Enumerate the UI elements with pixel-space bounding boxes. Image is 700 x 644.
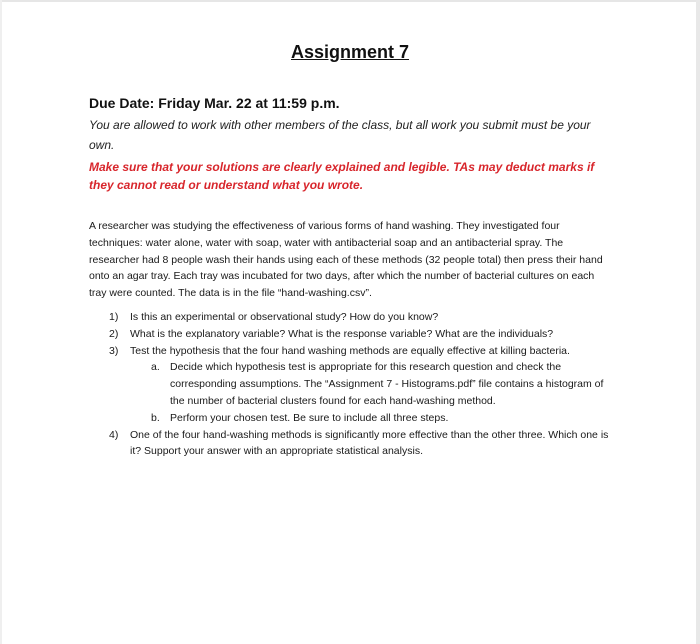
right-border bbox=[696, 0, 700, 644]
question-item bbox=[89, 309, 619, 326]
sub-question-text: Perform your chosen test. Be sure to include all three steps. bbox=[170, 411, 449, 424]
question-item bbox=[89, 343, 619, 360]
question-item bbox=[89, 326, 619, 343]
top-border bbox=[0, 0, 700, 2]
sub-question-letter: b. bbox=[151, 411, 160, 424]
sub-question-letter: a. bbox=[151, 361, 160, 374]
question-text: One of the four hand-washing methods is significantly more effective than the other three. Which one is it? Support your answer with an appropriate statistical analysis. bbox=[130, 428, 609, 458]
question-text: Test the hypothesis that the four hand washing methods are equally effective at killing bacteria. bbox=[130, 344, 570, 357]
page-title: Assignment 7 bbox=[290, 42, 410, 62]
question-item bbox=[89, 427, 619, 461]
question-number: 2) bbox=[109, 327, 119, 340]
question-text: Is this an experimental or observational study? How do you know? bbox=[130, 311, 439, 323]
question-number: 4) bbox=[109, 428, 119, 441]
question-text: What is the explanatory variable? What is the response variable? What are the individuals? bbox=[130, 327, 554, 340]
legibility-warning: Make sure that your solutions are clearly explained and legible. TAs may deduct marks if they cannot read or understand what you wrote. bbox=[89, 160, 595, 192]
sub-question-text: Decide which hypothesis test is appropriate for this research question and check the corresponding assumptions. The “Assignment 7 - Histograms.pdf” file contains a histogram of the number of bacterial clusters found for each hand-washing method. bbox=[170, 361, 604, 407]
question-number: 3) bbox=[109, 344, 119, 357]
question-list bbox=[89, 309, 619, 460]
sub-question-item bbox=[89, 410, 619, 427]
due-date: Due Date: Friday Mar. 22 at 11:59 p.m. bbox=[89, 95, 340, 111]
intro-paragraph: A researcher was studying the effectiveness of various forms of hand washing. They investigated four techniques: water alone, water with soap, water with antibacterial soap and an antibacterial spray. The researcher had 8 people wash their hands using each of these methods (32 people total) then press their hand onto an agar tray. Each tray was incubated for two days, after which the number of bacterial cultures on each tray were counted. The data is in the file “hand-washing.csv”. bbox=[89, 220, 603, 300]
left-border bbox=[0, 0, 2, 644]
question-number: 1) bbox=[109, 311, 119, 323]
collaboration-note: You are allowed to work with other members of the class, but all work you submit must be your own. bbox=[89, 118, 591, 152]
sub-question-item bbox=[89, 359, 619, 409]
